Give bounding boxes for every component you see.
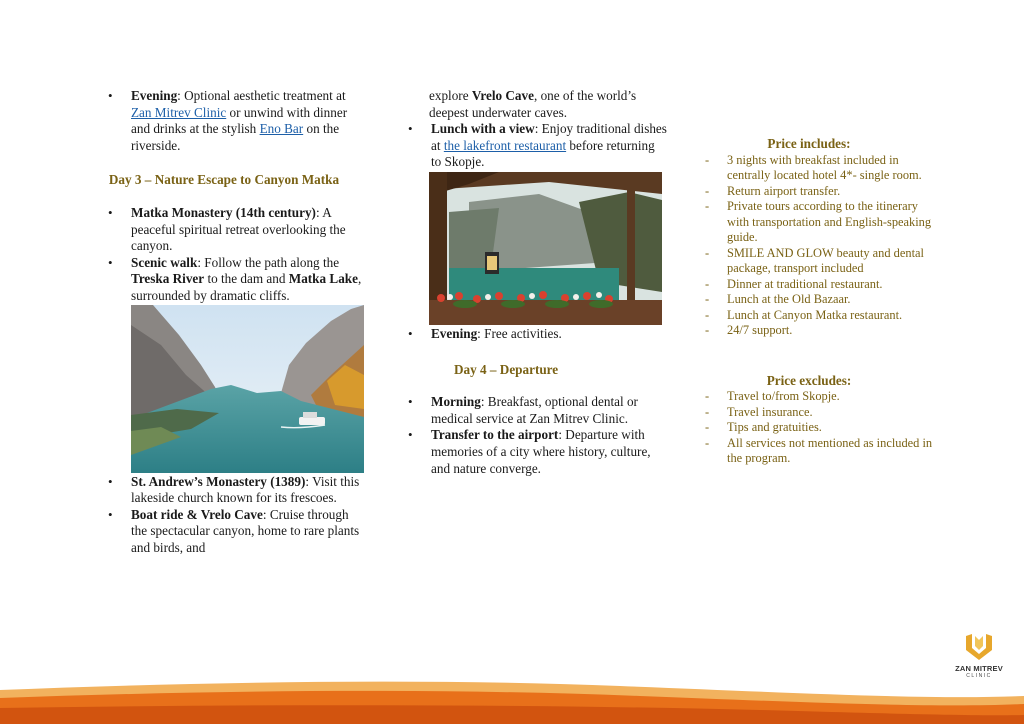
- excludes-item: - All services not mentioned as included in the program.: [702, 436, 938, 467]
- price-excludes-list: [702, 389, 938, 467]
- restaurant-photo: [429, 172, 662, 325]
- morning-text: : Breakfast, optional dental or medical service at Zan Mitrev Clinic.: [431, 394, 638, 426]
- lakefront-restaurant-link[interactable]: the lakefront restaurant: [443, 137, 567, 153]
- price-includes-list: [702, 153, 938, 339]
- zan-mitrev-logo: [948, 634, 1010, 679]
- day-4-heading: Day 4 – Departure: [454, 361, 559, 377]
- includes-item: - 24/7 support.: [702, 323, 938, 339]
- zan-mitrev-clinic-link[interactable]: Zan Mitrev Clinic: [131, 104, 227, 120]
- st-andrews-text: : Visit this lakeside church known for its frescoes.: [131, 473, 360, 506]
- matka-lake: Matka Lake: [288, 271, 358, 287]
- evening-free-label: Evening: [431, 325, 478, 341]
- includes-item: - Private tours according to the itinerary with transportation and English-speaking guide.: [702, 199, 938, 246]
- continued-text: explore: [429, 88, 472, 103]
- treska-river: Treska River: [131, 271, 205, 287]
- lunch-item: [408, 121, 668, 171]
- evening-text-3: on the riverside.: [131, 121, 340, 153]
- logo-emblem-icon: [964, 634, 994, 660]
- boat-ride-item: [108, 507, 364, 557]
- price-column: [702, 136, 938, 467]
- includes-item: - Lunch at the Old Bazaar.: [702, 292, 938, 308]
- scenic-walk-text-3: , surrounded by dramatic cliffs.: [131, 271, 362, 303]
- lunch-text: : Enjoy traditional dishes at: [431, 121, 667, 153]
- scenic-walk-text: : Follow the path along the: [197, 254, 340, 270]
- boat-ride-text: : Cruise through the spectacular canyon, home to rare plants and birds, and: [131, 506, 360, 555]
- evening-free-item: [408, 326, 668, 343]
- transfer-text: : Departure with memories of a city where history, culture, and nature converge.: [431, 427, 651, 476]
- includes-item: - 3 nights with breakfast included in centrally located hotel 4*- single room.: [702, 153, 938, 184]
- morning-item: [408, 394, 668, 427]
- footer-wave: [0, 660, 1024, 724]
- scenic-walk-text-2: to the dam and: [204, 271, 289, 287]
- evening-list: [108, 88, 364, 154]
- day-4-list: [408, 394, 668, 477]
- lunch-text-2: before returning to Skopje.: [431, 137, 655, 170]
- continued-text-2: , one of the world’s deepest underwater caves.: [429, 88, 637, 120]
- excludes-item: - Travel insurance.: [702, 405, 938, 421]
- day-3-heading: Day 3 – Nature Escape to Canyon Matka: [108, 172, 340, 188]
- matka-monastery-text: : A peaceful spiritual retreat overlooking the canyon.: [131, 204, 346, 254]
- transfer-item: [408, 427, 668, 477]
- includes-item: - Dinner at traditional restaurant.: [702, 277, 938, 293]
- vrelo-cave: Vrelo Cave: [471, 88, 534, 103]
- logo-name: ZAN MITREV: [955, 663, 1003, 673]
- evening-list-2: [408, 326, 668, 343]
- evening-label: Evening: [131, 88, 178, 103]
- evening-text: : Optional aesthetic treatment at: [177, 88, 346, 103]
- evening-free-text: : Free activities.: [477, 325, 562, 341]
- price-excludes-title: Price excludes:: [766, 372, 852, 388]
- transfer-label: Transfer to the airport: [431, 427, 559, 443]
- itinerary-column-1: [108, 88, 364, 557]
- matka-monastery-item: [108, 205, 364, 255]
- includes-item: - Lunch at Canyon Matka restaurant.: [702, 308, 938, 324]
- boat-ride-label: Boat ride & Vrelo Cave: [131, 506, 263, 522]
- eno-bar-link[interactable]: Eno Bar: [259, 121, 304, 137]
- lunch-list: [408, 121, 668, 171]
- logo-subtitle: CLINIC: [966, 672, 992, 679]
- excludes-item: - Travel to/from Skopje.: [702, 389, 938, 405]
- boat-ride-continued: [408, 88, 668, 121]
- st-andrews-item: [108, 474, 364, 507]
- excludes-item: - Tips and gratuities.: [702, 420, 938, 436]
- morning-label: Morning: [431, 394, 481, 410]
- evening-item: [108, 88, 364, 154]
- lunch-label: Lunch with a view: [431, 121, 535, 137]
- day-3-list-continued: [108, 474, 364, 557]
- day-3-list: [108, 205, 364, 305]
- evening-text-2: or unwind with dinner and drinks at the stylish: [131, 104, 348, 137]
- scenic-walk-item: [108, 255, 364, 305]
- canyon-matka-photo: [131, 305, 364, 473]
- itinerary-column-2: [408, 88, 668, 477]
- st-andrews-label: St. Andrew’s Monastery (1389): [131, 473, 306, 489]
- matka-monastery-label: Matka Monastery (14th century): [131, 204, 316, 220]
- scenic-walk-label: Scenic walk: [131, 254, 198, 270]
- includes-item: - Return airport transfer.: [702, 184, 938, 200]
- includes-item: - SMILE AND GLOW beauty and dental package, transport included: [702, 246, 938, 277]
- price-includes-title: Price includes:: [767, 136, 851, 151]
